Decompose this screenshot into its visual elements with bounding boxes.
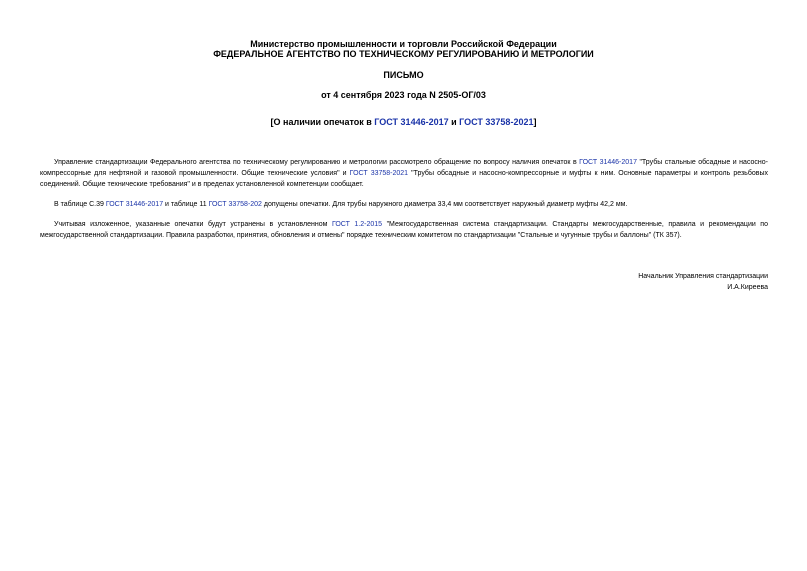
paragraph-text: "Межгосударственная система стандартизации. Стандарты межгосударственные, правила и рекомендации по межгосударственной стандартизации. Правила разработки, принятия, обновления и отмены" порядке техническим комитетом по стандартизации "Стальные и чугунные трубы и баллоны" (ТК 357). xyxy=(40,221,768,239)
document-type: ПИСЬМО xyxy=(383,70,424,80)
document-title xyxy=(0,117,807,128)
link-gost-1-2[interactable]: ГОСТ 1.2-2015 xyxy=(331,221,383,228)
title-link-gost-33758[interactable]: ГОСТ 33758-2021 xyxy=(459,117,534,127)
paragraph-typos xyxy=(40,199,768,210)
paragraph-text: Управление стандартизации Федерального агентства по техническому регулированию и метрологии рассмотрело обращение по вопросу наличия опечаток в xyxy=(54,159,580,166)
paragraph-text: Учитывая изложенное, указанные опечатки будут устранены в установленном xyxy=(54,221,332,228)
title-link-gost-31446[interactable]: ГОСТ 31446-2017 xyxy=(374,117,449,127)
paragraph-text: "Трубы обсадные и насосно-компрессорные и муфты к ним. Основные параметры и контроль резьбовых соединений. Общие технические требования" и в пределах установленной компетенции сообщает. xyxy=(40,170,768,188)
ministry-name: Министерство промышленности и торговли Российской Федерации xyxy=(250,39,557,49)
paragraph-text: и таблице 11 xyxy=(163,201,209,208)
title-text-open: [О наличии опечаток в xyxy=(270,117,375,127)
document-date-number: от 4 сентября 2023 года N 2505-ОГ/03 xyxy=(321,90,486,100)
signatory-position: Начальник Управления стандартизации xyxy=(638,273,768,280)
paragraph-text: "Трубы стальные обсадные и насосно-компрессорные для нефтяной и газовой промышленности. Общие технические условия" и xyxy=(40,159,769,177)
paragraph-text: В таблице С.39 xyxy=(54,201,106,208)
link-gost-33758[interactable]: ГОСТ 33758-202 xyxy=(208,201,262,208)
title-text-close: ] xyxy=(533,117,537,127)
agency-name: ФЕДЕРАЛЬНОЕ АГЕНТСТВО ПО ТЕХНИЧЕСКОМУ РЕГУЛИРОВАНИЮ И МЕТРОЛОГИИ xyxy=(213,49,594,59)
link-gost-31446[interactable]: ГОСТ 31446-2017 xyxy=(579,159,637,166)
link-gost-33758[interactable]: ГОСТ 33758-2021 xyxy=(349,170,409,177)
signatory-name: И.А.Киреева xyxy=(727,284,768,291)
paragraph-appeal xyxy=(40,157,768,190)
paragraph-resolution xyxy=(40,219,768,241)
link-gost-31446[interactable]: ГОСТ 31446-2017 xyxy=(105,201,164,208)
title-text-mid: и xyxy=(448,117,460,127)
paragraph-text: допущены опечатки. Для трубы наружного диаметра 33,4 мм соответствует наружный диаметр муфты 42,2 мм. xyxy=(261,201,628,208)
